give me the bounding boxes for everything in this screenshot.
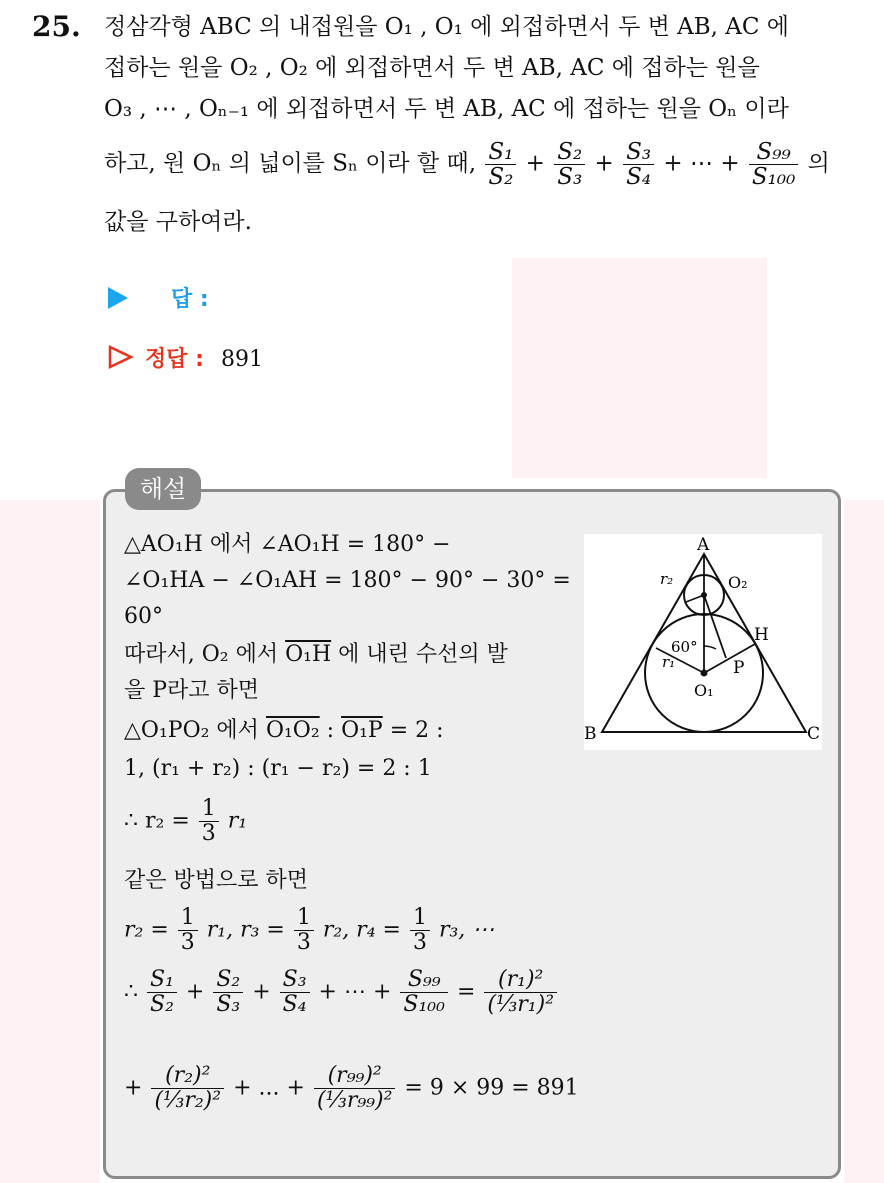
solution-line-6-a: △O₁PO₂ 에서 <box>124 718 259 743</box>
solution-tab: 해설 <box>125 468 201 510</box>
watermark-block <box>844 500 884 1183</box>
ellipsis-plus: + ⋯ + <box>318 979 392 1005</box>
fraction-numerator: (r₁)² <box>484 968 557 993</box>
solution-line-1: △AO₁H 에서 ∠AO₁H = 180° − <box>124 532 451 557</box>
fraction-numerator: (r₉₉)² <box>314 1064 395 1089</box>
label-c: C <box>807 724 821 744</box>
sum-fraction-1 <box>485 140 516 189</box>
solution-line-3: 60° <box>124 604 163 629</box>
solution-line-10-b: r₁, r₃ = <box>206 917 285 943</box>
line-o1-h <box>704 644 755 673</box>
one-third-fraction <box>178 906 198 955</box>
label-p: P <box>733 658 745 678</box>
one-third-fraction <box>294 906 314 955</box>
one-third-fraction <box>199 797 219 846</box>
segment-o1o2: O₁O₂ <box>265 718 320 743</box>
fraction-denominator: S₃ <box>216 992 241 1017</box>
ratio-fraction <box>484 968 557 1017</box>
sum-fraction-3 <box>623 140 654 189</box>
plus-sign: + <box>252 979 271 1005</box>
question-line-3: O₃ , ⋯ , Oₙ₋₁ 에 외접하면서 두 변 AB, AC 에 접하는 원을 Oₙ 이라 <box>104 96 789 122</box>
watermark-block <box>0 500 100 1183</box>
sum-fraction-3 <box>280 968 310 1017</box>
label-b: B <box>584 724 597 744</box>
sum-fraction-4 <box>400 968 448 1017</box>
watermark-block <box>512 258 767 478</box>
label-h: H <box>754 625 769 645</box>
question-number: 25. <box>32 10 81 43</box>
fraction-denominator: (⅓r₂)² <box>154 1088 222 1113</box>
solution-line-7: 1, (r₁ + r₂) : (r₁ − r₂) = 2 : 1 <box>124 756 432 781</box>
center-o2 <box>701 592 707 598</box>
fraction-numerator: S₉₉ <box>400 968 448 993</box>
solution-line-6-b: = 2 : <box>389 718 444 743</box>
fraction-denominator: S₂ <box>488 164 514 190</box>
fraction-numerator: S₂ <box>554 140 585 165</box>
question-line-1: 정삼각형 ABC 의 내접원을 O₁ , O₁ 에 외접하면서 두 변 AB, AC 에 <box>104 14 789 40</box>
sum-fraction-1 <box>147 968 177 1017</box>
outline-arrow-icon <box>108 345 134 369</box>
answer-label: 답 : <box>171 287 209 312</box>
answer-row <box>108 282 209 313</box>
fraction-numerator: 1 <box>178 906 198 931</box>
question-line-4-prefix: 하고, 원 Oₙ 의 넓이를 Sₙ 이라 할 때, <box>104 150 477 177</box>
angle-arc <box>704 646 716 649</box>
ratio-colon: : <box>326 718 342 743</box>
fraction-denominator: 3 <box>180 930 195 955</box>
fraction-numerator: S₁ <box>147 968 177 993</box>
ratio-fraction <box>151 1064 224 1113</box>
question-line-5: 값을 구하여라. <box>104 209 252 235</box>
label-o1: O₁ <box>694 681 714 700</box>
fraction-denominator: 3 <box>412 930 427 955</box>
ellipsis-plus: + ... + <box>233 1075 305 1101</box>
triangle-diagram <box>584 534 822 750</box>
plus-sign: + <box>525 150 545 177</box>
fraction-numerator: 1 <box>199 797 219 822</box>
solution-line-8-a: ∴ r₂ = <box>124 808 190 834</box>
solution-result: = 9 × 99 = 891 <box>404 1075 579 1101</box>
segment-o1h: O₁H <box>285 642 332 667</box>
question-line-4-suffix: 의 <box>807 150 830 177</box>
fraction-numerator: 1 <box>294 906 314 931</box>
solution-line-10-d: r₃, ⋯ <box>438 917 495 943</box>
solution-line-9: 같은 방법으로 하면 <box>124 868 309 893</box>
label-o2: O₂ <box>728 573 748 592</box>
solution-line-8-b: r₁ <box>227 808 248 834</box>
fraction-denominator: S₂ <box>150 992 174 1017</box>
question-line-4 <box>104 140 830 189</box>
fraction-numerator: S₂ <box>213 968 243 993</box>
plus-sign: + <box>124 1075 143 1101</box>
sum-fraction-4 <box>749 140 798 189</box>
fraction-denominator: S₁₀₀ <box>403 992 445 1017</box>
fraction-denominator: 3 <box>296 930 311 955</box>
solution-line-5: 을 P라고 하면 <box>124 678 260 703</box>
equals-sign: = <box>456 979 476 1005</box>
therefore-symbol: ∴ <box>124 979 138 1005</box>
sum-fraction-2 <box>554 140 585 189</box>
center-o1 <box>701 670 708 677</box>
solution-line-4 <box>124 640 508 670</box>
fraction-numerator: S₃ <box>623 140 654 165</box>
fraction-numerator: 1 <box>410 906 430 931</box>
fraction-denominator: S₄ <box>626 164 652 190</box>
solution-line-10 <box>124 906 494 955</box>
solution-line-10-c: r₂, r₄ = <box>322 917 401 943</box>
fraction-denominator: 3 <box>201 821 216 846</box>
one-third-fraction <box>410 906 430 955</box>
play-arrow-icon <box>108 287 128 309</box>
plus-sign: + <box>594 150 614 177</box>
sum-fraction-2 <box>213 968 243 1017</box>
solution-line-12 <box>124 1064 579 1113</box>
fraction-denominator: S₁₀₀ <box>751 164 796 190</box>
fraction-denominator: S₃ <box>557 164 583 190</box>
fraction-denominator: (⅓r₉₉)² <box>316 1088 393 1113</box>
fraction-denominator: S₄ <box>282 992 307 1017</box>
fraction-numerator: (r₂)² <box>151 1064 224 1089</box>
correct-answer-label: 정답 : <box>145 347 204 372</box>
fraction-numerator: S₉₉ <box>749 140 798 165</box>
fraction-denominator: (⅓r₁)² <box>487 992 555 1017</box>
solution-line-6 <box>124 716 444 746</box>
geometry-figure <box>584 534 822 750</box>
solution-line-8 <box>124 797 247 846</box>
label-angle: 60° <box>671 638 698 656</box>
solution-line-4-b: 에 내린 수선의 발 <box>338 642 508 667</box>
segment-o1p: O₁P <box>341 718 383 743</box>
plus-sign: + <box>185 979 205 1005</box>
solution-line-10-a: r₂ = <box>124 917 169 943</box>
ratio-fraction <box>314 1064 395 1113</box>
correct-answer-row <box>108 342 263 373</box>
solution-line-4-a: 따라서, O₂ 에서 <box>124 642 279 667</box>
label-r2: r₂ <box>660 570 674 588</box>
solution-line-11 <box>124 968 559 1017</box>
ellipsis-plus: + ⋯ + <box>663 150 740 177</box>
label-r1: r₁ <box>662 653 676 671</box>
label-a: A <box>697 535 710 555</box>
solution-line-2: ∠O₁HA − ∠O₁AH = 180° − 90° − 30° = <box>124 568 571 593</box>
fraction-numerator: S₃ <box>280 968 310 993</box>
correct-answer-value: 891 <box>220 347 263 372</box>
question-line-2: 접하는 원을 O₂ , O₂ 에 외접하면서 두 변 AB, AC 에 접하는 원을 <box>104 55 760 81</box>
fraction-numerator: S₁ <box>485 140 516 165</box>
